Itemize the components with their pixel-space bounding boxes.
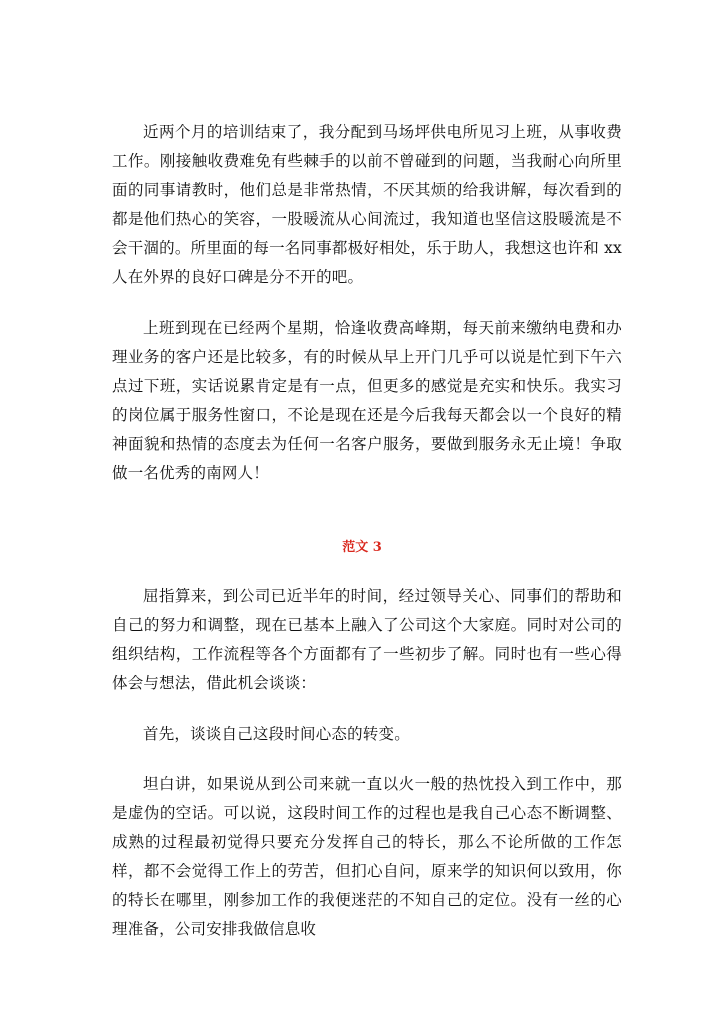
- paragraph-mindset-change: 首先，谈谈自己这段时间心态的转变。: [143, 725, 410, 743]
- paragraph-two-weeks-work: 上班到现在已经两个星期，恰逢收费高峰期，每天前来缴纳电费和办理业务的客户还是比较多，有的时候从早上开门几乎可以说是忙到下午六点过下班，实话说累肯定是有一点，但更多的感觉是充实和快乐。我实习的岗位属于服务性窗口，不论是现在还是今后我每天都会以一个良好的精神面貌和热情的态度去为任何一名客户服务，要做到服务永无止境！争取做一名优秀的南网人！: [112, 319, 622, 482]
- section-heading: 范文 3: [342, 540, 382, 555]
- paragraph-half-year: 屈指算来，到公司已近半年的时间，经过领导关心、同事们的帮助和自己的努力和调整，现在已基本上融入了公司这个大家庭。同时对公司的组织结构，工作流程等各个方面都有了一些初步了解。同时也有一些心得体会与想法，借此机会谈谈：: [112, 587, 622, 692]
- paragraph-training-end: 近两个月的培训结束了，我分配到马场坪供电所见习上班，从事收费工作。刚接触收费难免有些棘手的以前不曾碰到的问题，当我耐心向所里面的同事请教时，他们总是非常热情，不厌其烦的给我讲解，每次看到的都是他们热心的笑容，一股暖流从心间流过，我知道也坚信这股暖流是不会干涸的。所里面的每一名同事都极好相处，乐于助人，我想这也许和 xx 人在外界的良好口碑是分不开的吧。: [112, 123, 622, 286]
- paragraph-frankly-speaking: 坦白讲，如果说从到公司来就一直以火一般的热忱投入到工作中，那是虚伪的空话。可以说，这段时间工作的过程也是我自己心态不断调整、成熟的过程最初觉得只要充分发挥自己的特长，那么不论所做的工作怎样，都不会觉得工作上的劳苦，但扪心自问，原来学的知识何以致用，你的特长在哪里，刚参加工作的我便迷茫的不知自己的定位。没有一丝的心理准备，公司安排我做信息收: [112, 775, 622, 938]
